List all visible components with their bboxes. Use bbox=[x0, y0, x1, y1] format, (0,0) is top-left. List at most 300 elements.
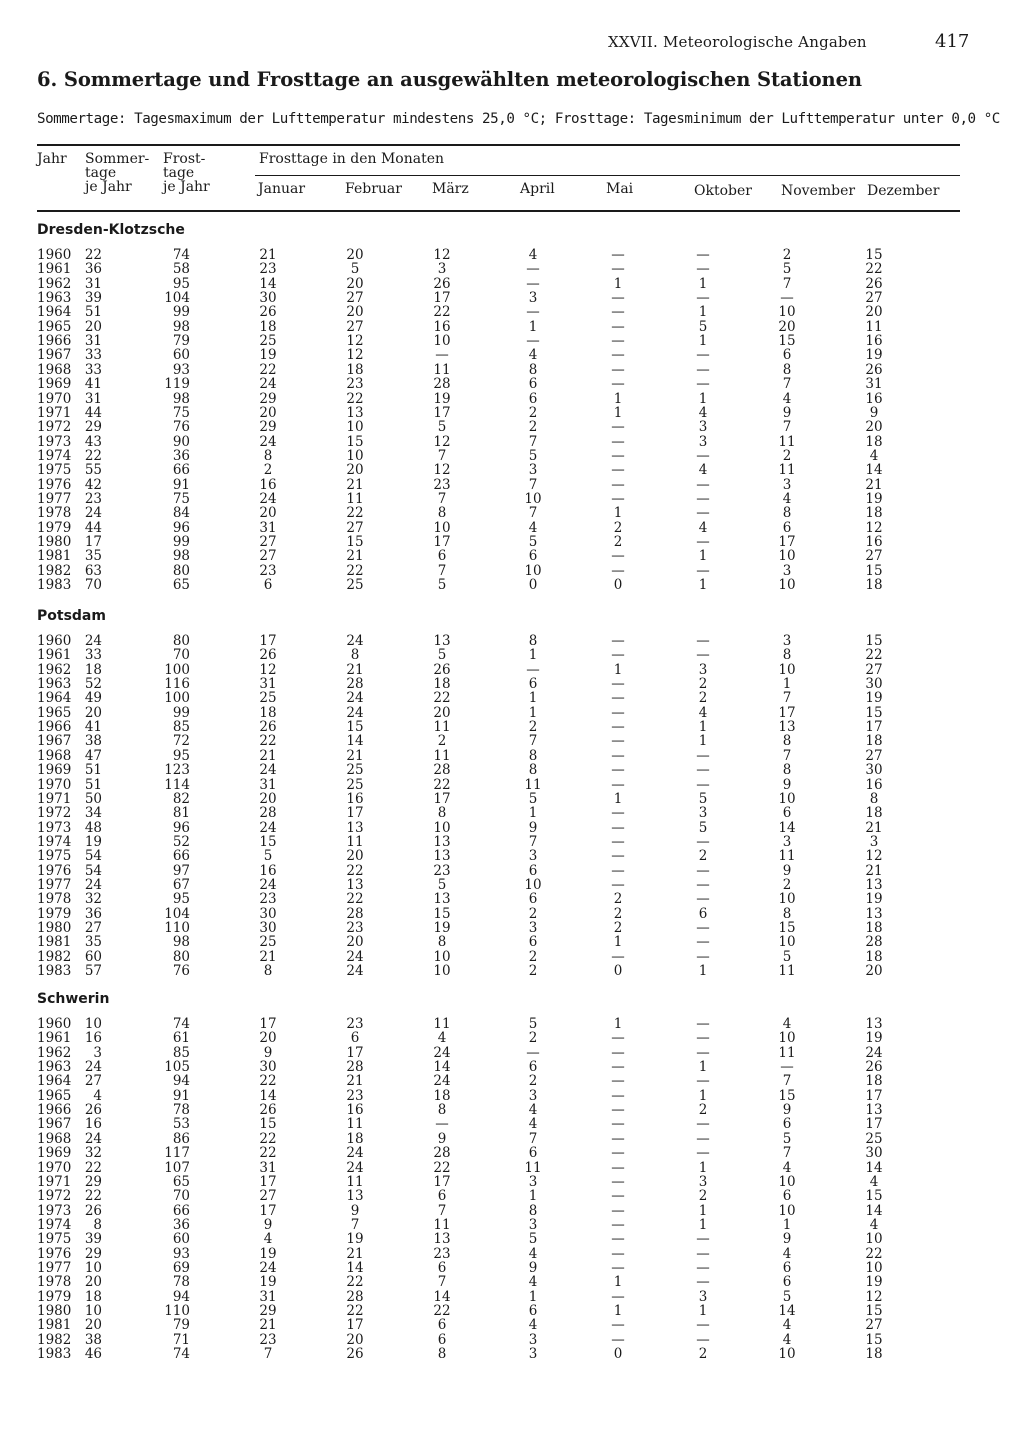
table-row bbox=[0, 935, 1024, 949]
oct-cell: — bbox=[696, 747, 710, 764]
may-cell: — bbox=[611, 419, 625, 436]
mar-cell: 22 bbox=[433, 776, 451, 793]
jan-cell: 26 bbox=[259, 304, 277, 321]
nov-cell: 9 bbox=[782, 1231, 792, 1248]
mar-cell: 26 bbox=[433, 661, 451, 678]
summer-days-cell: 52 bbox=[84, 676, 102, 693]
dec-cell: 3 bbox=[869, 833, 879, 850]
feb-cell: 25 bbox=[346, 577, 364, 594]
jan-cell: 21 bbox=[259, 948, 277, 965]
apr-cell: 5 bbox=[528, 1016, 538, 1032]
year-cell: 1970 bbox=[37, 1159, 72, 1176]
dec-cell: 10 bbox=[865, 1259, 883, 1276]
jan-cell: 9 bbox=[263, 1044, 273, 1061]
nov-cell: 7 bbox=[782, 1073, 792, 1090]
summer-days-cell: 24 bbox=[84, 1130, 102, 1147]
year-cell: 1980 bbox=[37, 1303, 72, 1319]
summer-days-cell: 54 bbox=[84, 862, 102, 879]
table-row bbox=[0, 878, 1024, 892]
mar-cell: 2 bbox=[437, 733, 447, 750]
summer-days-cell: 48 bbox=[84, 819, 102, 836]
dec-cell: 15 bbox=[865, 1303, 883, 1319]
frost-days-cell: 70 bbox=[172, 647, 190, 664]
mar-cell: 28 bbox=[433, 1145, 451, 1162]
may-cell: — bbox=[611, 690, 625, 707]
feb-cell: 17 bbox=[346, 805, 364, 822]
jan-cell: 19 bbox=[259, 1274, 277, 1291]
table-row bbox=[0, 1189, 1024, 1203]
mar-cell: 6 bbox=[437, 1331, 447, 1348]
summer-days-cell: 36 bbox=[84, 261, 102, 278]
feb-cell: 22 bbox=[346, 562, 364, 579]
frost-days-cell: 116 bbox=[164, 676, 190, 693]
mar-cell: 5 bbox=[437, 577, 447, 594]
table-row bbox=[0, 1089, 1024, 1103]
feb-cell: 15 bbox=[346, 719, 364, 736]
feb-cell: 6 bbox=[350, 1030, 360, 1047]
jan-cell: 22 bbox=[259, 1130, 277, 1147]
apr-cell: — bbox=[526, 1044, 540, 1061]
dec-cell: 19 bbox=[865, 1030, 883, 1047]
frost-days-cell: 74 bbox=[172, 1346, 190, 1363]
apr-cell: 3 bbox=[528, 1346, 538, 1363]
feb-cell: 24 bbox=[346, 1159, 364, 1176]
nov-cell: 4 bbox=[782, 1016, 792, 1032]
apr-cell: 7 bbox=[528, 476, 538, 493]
nov-cell: 11 bbox=[778, 1044, 796, 1061]
dec-cell: 17 bbox=[865, 1087, 883, 1104]
summer-days-cell: 20 bbox=[84, 1317, 102, 1334]
summer-days-cell: 10 bbox=[84, 1303, 102, 1319]
oct-cell: 1 bbox=[698, 1202, 708, 1219]
summer-days-cell: 24 bbox=[84, 505, 102, 522]
apr-cell: 7 bbox=[528, 433, 538, 450]
apr-cell: 7 bbox=[528, 733, 538, 750]
oct-cell: 1 bbox=[698, 275, 708, 292]
table-row bbox=[0, 506, 1024, 520]
jan-cell: 30 bbox=[259, 920, 277, 936]
apr-cell: — bbox=[526, 333, 540, 350]
may-cell: 2 bbox=[613, 891, 623, 908]
may-cell: — bbox=[611, 1188, 625, 1205]
table-row bbox=[0, 363, 1024, 377]
oct-cell: — bbox=[696, 1030, 710, 1047]
oct-cell: — bbox=[696, 1130, 710, 1147]
year-cell: 1971 bbox=[37, 1173, 72, 1190]
dec-cell: 14 bbox=[865, 462, 883, 479]
header-bottom-rule bbox=[37, 210, 960, 212]
nov-cell: 11 bbox=[778, 848, 796, 865]
frost-days-cell: 93 bbox=[172, 361, 190, 378]
table-row bbox=[0, 535, 1024, 549]
oct-cell: 2 bbox=[698, 676, 708, 693]
dec-cell: 27 bbox=[865, 1317, 883, 1334]
mar-cell: 3 bbox=[437, 261, 447, 278]
mar-cell: 5 bbox=[437, 647, 447, 664]
oct-cell: — bbox=[696, 862, 710, 879]
year-cell: 1973 bbox=[37, 433, 72, 450]
frost-days-cell: 110 bbox=[164, 1303, 190, 1319]
year-cell: 1983 bbox=[37, 963, 72, 980]
apr-cell: 6 bbox=[528, 891, 538, 908]
mar-cell: 11 bbox=[433, 361, 451, 378]
oct-cell: 2 bbox=[698, 690, 708, 707]
frost-days-cell: 53 bbox=[172, 1116, 190, 1133]
mar-cell: 11 bbox=[433, 719, 451, 736]
feb-cell: 21 bbox=[346, 747, 364, 764]
frost-days-cell: 119 bbox=[164, 376, 190, 393]
may-cell: 1 bbox=[613, 1016, 623, 1032]
frost-days-cell: 75 bbox=[172, 490, 190, 507]
summer-days-cell: 35 bbox=[84, 548, 102, 565]
frost-days-cell: 72 bbox=[172, 733, 190, 750]
mar-cell: 13 bbox=[433, 848, 451, 865]
apr-cell: 9 bbox=[528, 1259, 538, 1276]
oct-cell: — bbox=[696, 948, 710, 965]
jan-cell: 24 bbox=[259, 819, 277, 836]
nov-cell: 8 bbox=[782, 505, 792, 522]
table-row bbox=[0, 806, 1024, 820]
nov-cell: 11 bbox=[778, 462, 796, 479]
mar-cell: 11 bbox=[433, 1016, 451, 1032]
frost-days-cell: 85 bbox=[172, 719, 190, 736]
summer-days-cell: 8 bbox=[93, 1216, 102, 1233]
frost-days-cell: 105 bbox=[164, 1059, 190, 1076]
table-row bbox=[0, 1175, 1024, 1189]
frost-days-cell: 65 bbox=[172, 1173, 190, 1190]
summer-days-cell: 41 bbox=[84, 719, 102, 736]
year-cell: 1971 bbox=[37, 790, 72, 807]
mar-cell: 11 bbox=[433, 1216, 451, 1233]
apr-cell: 3 bbox=[528, 920, 538, 936]
oct-cell: — bbox=[696, 347, 710, 364]
mar-cell: 8 bbox=[437, 505, 447, 522]
jan-cell: 17 bbox=[259, 633, 277, 649]
oct-cell: — bbox=[696, 762, 710, 779]
jan-cell: 21 bbox=[259, 247, 277, 263]
oct-cell: 4 bbox=[698, 404, 708, 421]
summer-days-cell: 55 bbox=[84, 462, 102, 479]
oct-cell: — bbox=[696, 1116, 710, 1133]
oct-cell: 4 bbox=[698, 704, 708, 721]
feb-cell: 11 bbox=[346, 1116, 364, 1133]
may-cell: 2 bbox=[613, 519, 623, 536]
oct-cell: 1 bbox=[698, 577, 708, 594]
jan-cell: 31 bbox=[259, 776, 277, 793]
mar-cell: 7 bbox=[437, 562, 447, 579]
year-cell: 1960 bbox=[37, 247, 72, 263]
nov-cell: 9 bbox=[782, 862, 792, 879]
oct-cell: — bbox=[696, 1145, 710, 1162]
feb-cell: 26 bbox=[346, 1346, 364, 1363]
apr-cell: 6 bbox=[528, 676, 538, 693]
year-cell: 1962 bbox=[37, 275, 72, 292]
nov-cell: 8 bbox=[782, 905, 792, 922]
dec-cell: 18 bbox=[865, 1073, 883, 1090]
mar-cell: 19 bbox=[433, 390, 451, 407]
apr-cell: — bbox=[526, 261, 540, 278]
apr-cell: 1 bbox=[528, 647, 538, 664]
oct-cell: 5 bbox=[698, 790, 708, 807]
mar-cell: 10 bbox=[433, 333, 451, 350]
table-row bbox=[0, 849, 1024, 863]
nov-cell: 2 bbox=[782, 447, 792, 464]
apr-cell: 3 bbox=[528, 1331, 538, 1348]
dec-cell: 31 bbox=[865, 376, 883, 393]
oct-cell: 1 bbox=[698, 963, 708, 980]
header-frost-line: tage bbox=[163, 165, 195, 181]
jan-cell: 26 bbox=[259, 1102, 277, 1119]
apr-cell: 2 bbox=[528, 1073, 538, 1090]
feb-cell: 27 bbox=[346, 318, 364, 335]
mar-cell: 13 bbox=[433, 633, 451, 649]
year-cell: 1979 bbox=[37, 519, 72, 536]
year-cell: 1963 bbox=[37, 1059, 72, 1076]
dec-cell: 19 bbox=[865, 891, 883, 908]
jan-cell: 28 bbox=[259, 805, 277, 822]
summer-days-cell: 33 bbox=[84, 361, 102, 378]
nov-cell: 10 bbox=[778, 934, 796, 951]
table-row bbox=[0, 1117, 1024, 1131]
summer-days-cell: 34 bbox=[84, 805, 102, 822]
summer-days-cell: 31 bbox=[84, 333, 102, 350]
table-row bbox=[0, 1046, 1024, 1060]
summer-days-cell: 33 bbox=[84, 347, 102, 364]
may-cell: 1 bbox=[613, 790, 623, 807]
year-cell: 1967 bbox=[37, 733, 72, 750]
nov-cell: 13 bbox=[778, 719, 796, 736]
feb-cell: 20 bbox=[346, 304, 364, 321]
jan-cell: 31 bbox=[259, 519, 277, 536]
feb-cell: 24 bbox=[346, 704, 364, 721]
feb-cell: 27 bbox=[346, 519, 364, 536]
summer-days-cell: 32 bbox=[84, 1145, 102, 1162]
mar-cell: 26 bbox=[433, 275, 451, 292]
table-row bbox=[0, 749, 1024, 763]
mar-cell: 18 bbox=[433, 676, 451, 693]
mar-cell: 12 bbox=[433, 433, 451, 450]
apr-cell: 5 bbox=[528, 534, 538, 550]
summer-days-cell: 22 bbox=[84, 1188, 102, 1205]
mar-cell: 6 bbox=[437, 548, 447, 565]
dec-cell: 13 bbox=[865, 1016, 883, 1032]
apr-cell: 8 bbox=[528, 747, 538, 764]
mar-cell: 10 bbox=[433, 963, 451, 980]
nov-cell: 1 bbox=[782, 676, 792, 693]
summer-days-cell: 29 bbox=[84, 419, 102, 436]
oct-cell: 1 bbox=[698, 1159, 708, 1176]
jan-cell: 7 bbox=[263, 1346, 273, 1363]
jan-cell: 29 bbox=[259, 390, 277, 407]
mar-cell: 7 bbox=[437, 1274, 447, 1291]
table-row bbox=[0, 921, 1024, 935]
nov-cell: 4 bbox=[782, 490, 792, 507]
year-cell: 1974 bbox=[37, 1216, 72, 1233]
summer-days-cell: 31 bbox=[84, 390, 102, 407]
year-cell: 1969 bbox=[37, 376, 72, 393]
oct-cell: 2 bbox=[698, 1346, 708, 1363]
summer-days-cell: 22 bbox=[84, 247, 102, 263]
jan-cell: 8 bbox=[263, 963, 273, 980]
frost-days-cell: 65 bbox=[172, 577, 190, 594]
jan-cell: 26 bbox=[259, 647, 277, 664]
table-row bbox=[0, 648, 1024, 662]
jan-cell: 27 bbox=[259, 1188, 277, 1205]
year-cell: 1980 bbox=[37, 534, 72, 550]
table-row bbox=[0, 262, 1024, 276]
mar-cell: — bbox=[435, 1116, 449, 1133]
apr-cell: 4 bbox=[528, 1116, 538, 1133]
feb-cell: 16 bbox=[346, 790, 364, 807]
jan-cell: 17 bbox=[259, 1202, 277, 1219]
jan-cell: 19 bbox=[259, 347, 277, 364]
feb-cell: 9 bbox=[350, 1202, 360, 1219]
oct-cell: — bbox=[696, 891, 710, 908]
jan-cell: 20 bbox=[259, 505, 277, 522]
summer-days-cell: 27 bbox=[84, 920, 102, 936]
dec-cell: 14 bbox=[865, 1159, 883, 1176]
table-row bbox=[0, 663, 1024, 677]
oct-cell: — bbox=[696, 376, 710, 393]
may-cell: — bbox=[611, 647, 625, 664]
table-row bbox=[0, 691, 1024, 705]
frost-days-cell: 74 bbox=[172, 1016, 190, 1032]
frost-days-cell: 117 bbox=[164, 1145, 190, 1162]
summer-days-cell: 39 bbox=[84, 1231, 102, 1248]
jan-cell: 19 bbox=[259, 1245, 277, 1262]
year-cell: 1977 bbox=[37, 1259, 72, 1276]
mar-cell: 19 bbox=[433, 920, 451, 936]
feb-cell: 22 bbox=[346, 891, 364, 908]
feb-cell: 21 bbox=[346, 548, 364, 565]
summer-days-cell: 44 bbox=[84, 404, 102, 421]
feb-cell: 22 bbox=[346, 862, 364, 879]
frost-days-cell: 58 bbox=[172, 261, 190, 278]
mar-cell: 7 bbox=[437, 1202, 447, 1219]
frost-days-cell: 80 bbox=[172, 948, 190, 965]
frost-days-cell: 94 bbox=[172, 1288, 190, 1305]
nov-cell: 6 bbox=[782, 1116, 792, 1133]
year-cell: 1977 bbox=[37, 876, 72, 893]
jan-cell: 24 bbox=[259, 1259, 277, 1276]
table-row bbox=[0, 778, 1024, 792]
may-cell: — bbox=[611, 876, 625, 893]
table-row bbox=[0, 348, 1024, 362]
table-row bbox=[0, 406, 1024, 420]
apr-cell: 2 bbox=[528, 905, 538, 922]
jan-cell: 24 bbox=[259, 762, 277, 779]
dec-cell: 13 bbox=[865, 1102, 883, 1119]
dec-cell: 18 bbox=[865, 948, 883, 965]
oct-cell: 2 bbox=[698, 1188, 708, 1205]
feb-cell: 22 bbox=[346, 505, 364, 522]
header-month-dezember: Dezember bbox=[867, 183, 940, 199]
table-row bbox=[0, 1146, 1024, 1160]
nov-cell: 5 bbox=[782, 261, 792, 278]
may-cell: — bbox=[611, 848, 625, 865]
table-row bbox=[0, 463, 1024, 477]
summer-days-cell: 18 bbox=[84, 661, 102, 678]
nov-cell: 10 bbox=[778, 304, 796, 321]
feb-cell: 20 bbox=[346, 1331, 364, 1348]
nov-cell: 3 bbox=[782, 833, 792, 850]
apr-cell: 6 bbox=[528, 1145, 538, 1162]
mar-cell: 28 bbox=[433, 762, 451, 779]
mar-cell: 8 bbox=[437, 805, 447, 822]
nov-cell: 10 bbox=[778, 1346, 796, 1363]
oct-cell: 3 bbox=[698, 433, 708, 450]
year-cell: 1968 bbox=[37, 1130, 72, 1147]
frost-days-cell: 99 bbox=[172, 704, 190, 721]
feb-cell: 15 bbox=[346, 433, 364, 450]
feb-cell: 24 bbox=[346, 963, 364, 980]
dec-cell: 4 bbox=[869, 447, 879, 464]
oct-cell: — bbox=[696, 1317, 710, 1334]
oct-cell: 1 bbox=[698, 304, 708, 321]
oct-cell: — bbox=[696, 776, 710, 793]
year-cell: 1974 bbox=[37, 447, 72, 464]
may-cell: — bbox=[611, 1317, 625, 1334]
apr-cell: 10 bbox=[524, 490, 542, 507]
feb-cell: 21 bbox=[346, 1245, 364, 1262]
year-cell: 1961 bbox=[37, 261, 72, 278]
nov-cell: 1 bbox=[782, 1216, 792, 1233]
may-cell: — bbox=[611, 719, 625, 736]
may-cell: — bbox=[611, 433, 625, 450]
oct-cell: — bbox=[696, 1245, 710, 1262]
header-month-april: April bbox=[520, 181, 555, 197]
year-cell: 1976 bbox=[37, 862, 72, 879]
nov-cell: 10 bbox=[778, 577, 796, 594]
oct-cell: — bbox=[696, 447, 710, 464]
mar-cell: — bbox=[435, 347, 449, 364]
summer-days-cell: 46 bbox=[84, 1346, 102, 1363]
oct-cell: 3 bbox=[698, 1173, 708, 1190]
dec-cell: 26 bbox=[865, 361, 883, 378]
frost-days-cell: 76 bbox=[172, 419, 190, 436]
year-cell: 1982 bbox=[37, 1331, 72, 1348]
oct-cell: — bbox=[696, 920, 710, 936]
year-cell: 1967 bbox=[37, 347, 72, 364]
table-row bbox=[0, 564, 1024, 578]
nov-cell: 10 bbox=[778, 1173, 796, 1190]
dec-cell: 14 bbox=[865, 1202, 883, 1219]
may-cell: — bbox=[611, 862, 625, 879]
jan-cell: 12 bbox=[259, 661, 277, 678]
summer-days-cell: 51 bbox=[84, 776, 102, 793]
year-cell: 1977 bbox=[37, 490, 72, 507]
table-row bbox=[0, 1247, 1024, 1261]
frost-days-cell: 94 bbox=[172, 1073, 190, 1090]
may-cell: 1 bbox=[613, 1303, 623, 1319]
header-month-februar: Februar bbox=[345, 181, 402, 197]
dec-cell: 26 bbox=[865, 1059, 883, 1076]
summer-days-cell: 51 bbox=[84, 304, 102, 321]
apr-cell: 3 bbox=[528, 1216, 538, 1233]
table-row bbox=[0, 492, 1024, 506]
header-month-maerz: März bbox=[432, 181, 469, 197]
dec-cell: 27 bbox=[865, 747, 883, 764]
header-month-januar: Januar bbox=[258, 181, 306, 197]
feb-cell: 11 bbox=[346, 490, 364, 507]
may-cell: — bbox=[611, 633, 625, 649]
table-row bbox=[0, 578, 1024, 592]
mar-cell: 6 bbox=[437, 1317, 447, 1334]
table-row bbox=[0, 1060, 1024, 1074]
header-frost-line: Frost- bbox=[163, 151, 206, 167]
table-row bbox=[0, 420, 1024, 434]
frost-days-cell: 84 bbox=[172, 505, 190, 522]
